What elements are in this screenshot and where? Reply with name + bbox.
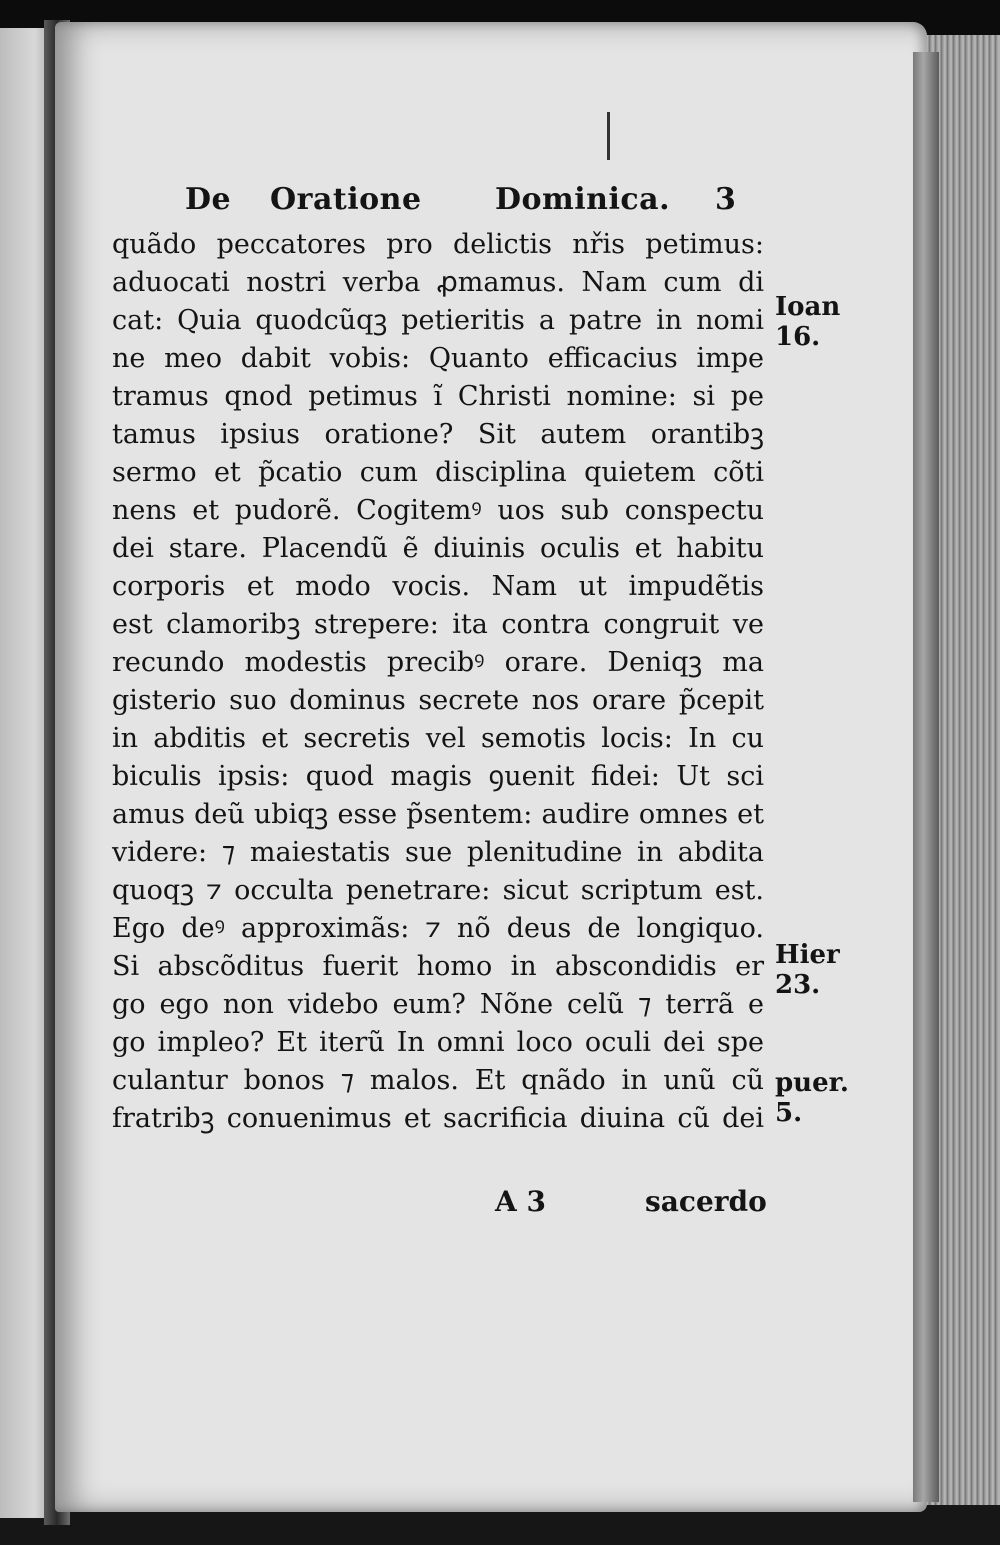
text-line: recundo modestis precibꝰ orare. Deniqꝫ ma [112, 647, 764, 678]
margin-note-ioan: Ioan 16. [775, 292, 841, 352]
text-line: fratribꝫ conuenimus et sacrificia diuina cũ dei [112, 1103, 764, 1134]
margin-note-puer: puer. 5. [775, 1068, 849, 1128]
text-line: biculis ipsis: quod magis ꝯuenit fidei: Ut sci [112, 761, 764, 792]
text-line: tamus ipsius oratione? Sit autem orantibꝫ [112, 419, 764, 450]
text-line: gisterio suo dominus secrete nos orare p̃cepit [112, 685, 764, 716]
running-head-center: Oratione [270, 182, 422, 217]
catchword: sacerdo [645, 1185, 767, 1218]
running-head-right: Dominica. [495, 182, 671, 217]
text-line: cat: Quia quodcũqꝫ petieritis a patre in nomi [112, 305, 764, 336]
text-line: quãdo peccatores pro delictis nřis petimus: [112, 229, 764, 260]
text-line: corporis et modo vocis. Nam ut impudẽtis [112, 571, 764, 602]
text-line: aduocati nostri verba ꝓmamus. Nam cum di [112, 267, 764, 298]
text-line: ne meo dabit vobis: Quanto efficacius impe [112, 343, 764, 374]
text-line: nens et pudorẽ. Cogitemꝰ uos sub conspectu [112, 495, 764, 526]
text-line: sermo et p̃catio cum disciplina quietem cõti [112, 457, 764, 488]
signature-mark: A 3 [495, 1185, 546, 1218]
text-line: dei stare. Placendũ ẽ diuinis oculis et habitu [112, 533, 764, 564]
running-head-left: De [185, 182, 232, 217]
text-line: go impleo? Et iterũ In omni loco oculi dei spe [112, 1027, 764, 1058]
margin-note-hier: Hier 23. [775, 940, 840, 1000]
ink-mark [607, 112, 610, 160]
text-line: Ego deꝰ approximãs: ⁊ nõ deus de longiquo. [112, 913, 764, 944]
text-line: tramus qnod petimus ĩ Christi nomine: si pe [112, 381, 764, 412]
running-head [185, 182, 745, 226]
text-line: in abditis et secretis vel semotis locis: In cu [112, 723, 764, 754]
text-line: Si abscõditus fuerit homo in abscondidis er [112, 951, 764, 982]
text-line: go ego non videbo eum? Nõne celũ ⁊ terrã e [112, 989, 764, 1020]
text-line: quoqꝫ ⁊ occulta penetrare: sicut scriptum est. [112, 875, 764, 906]
text-line: amus deũ ubiqꝫ esse p̃sentem: audire omnes et [112, 799, 764, 830]
text-line: videre: ⁊ maiestatis sue plenitudine in abdita [112, 837, 764, 868]
body-text [112, 226, 767, 1138]
page-edge-shadow [913, 52, 939, 1502]
text-line: culantur bonos ⁊ malos. Et qnãdo in unũ cũ [112, 1065, 764, 1096]
page-number: 3 [715, 182, 737, 217]
page-footer [495, 1185, 765, 1225]
text-line: est clamoribꝫ strepere: ita contra congruit ve [112, 609, 764, 640]
